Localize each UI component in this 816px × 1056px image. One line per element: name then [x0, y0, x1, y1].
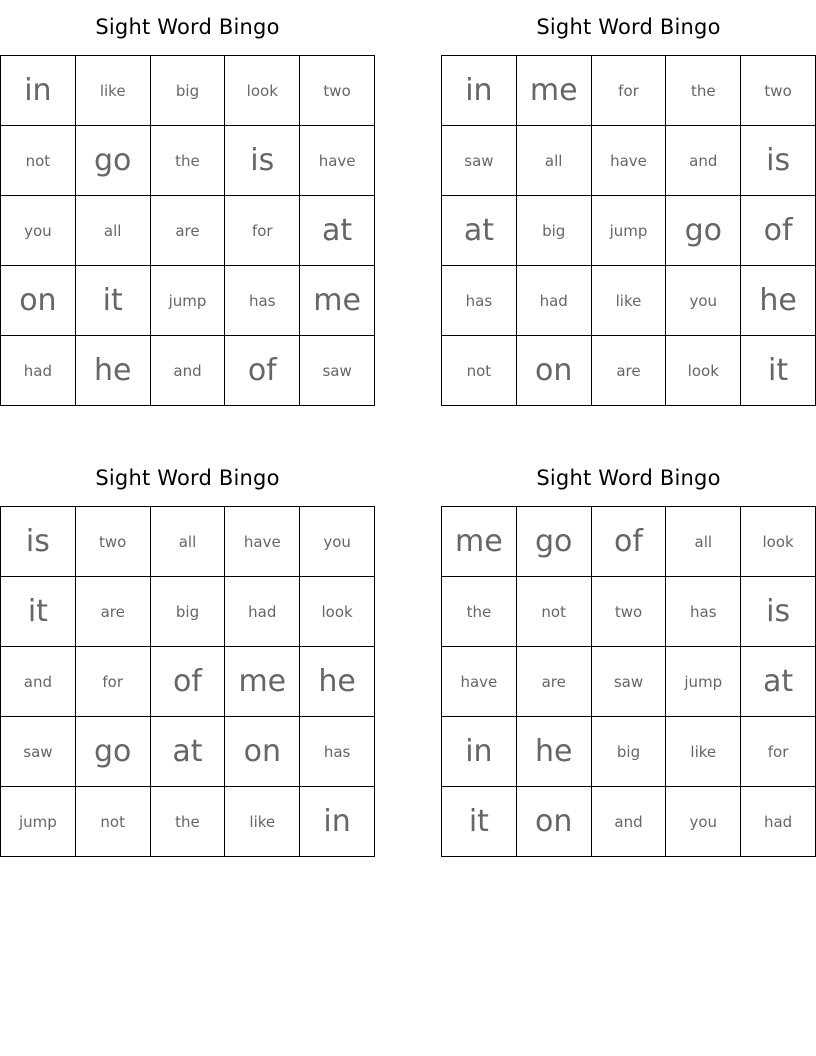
grid-cell: go: [666, 196, 741, 266]
grid-row: [1, 336, 375, 406]
grid-cell: are: [516, 647, 591, 717]
grid-cell: are: [591, 336, 666, 406]
grid-cell: go: [75, 717, 150, 787]
grid-cell: me: [300, 266, 375, 336]
grid-cell: look: [741, 507, 816, 577]
grid-cell: jump: [666, 647, 741, 717]
grid-cell: for: [225, 196, 300, 266]
grid-cell: has: [442, 266, 517, 336]
grid-cell: jump: [1, 787, 76, 857]
grid-row: [1, 196, 375, 266]
grid-cell: you: [1, 196, 76, 266]
grid-cell: had: [741, 787, 816, 857]
card-title: Sight Word Bingo: [95, 466, 280, 490]
grid-cell: for: [741, 717, 816, 787]
card-title: Sight Word Bingo: [536, 15, 721, 39]
grid-cell: saw: [1, 717, 76, 787]
grid-cell: the: [150, 126, 225, 196]
grid-cell: is: [1, 507, 76, 577]
grid-row: [442, 787, 816, 857]
grid-cell: not: [516, 577, 591, 647]
grid-cell: in: [1, 56, 76, 126]
grid-cell: is: [741, 577, 816, 647]
grid-row: [1, 266, 375, 336]
grid-cell: jump: [150, 266, 225, 336]
grid-cell: on: [516, 336, 591, 406]
grid-cell: me: [225, 647, 300, 717]
grid-cell: me: [442, 507, 517, 577]
grid-row: [442, 126, 816, 196]
grid-cell: jump: [591, 196, 666, 266]
grid-cell: on: [225, 717, 300, 787]
grid-cell: saw: [442, 126, 517, 196]
grid-cell: of: [591, 507, 666, 577]
grid-row: [1, 787, 375, 857]
grid-cell: saw: [591, 647, 666, 717]
grid-cell: me: [516, 56, 591, 126]
grid-cell: for: [591, 56, 666, 126]
bingo-card-1: [0, 0, 375, 406]
grid-cell: has: [225, 266, 300, 336]
grid-cell: not: [442, 336, 517, 406]
grid-cell: all: [150, 507, 225, 577]
bingo-grid: [441, 55, 816, 406]
grid-cell: at: [442, 196, 517, 266]
grid-cell: on: [516, 787, 591, 857]
grid-cell: have: [300, 126, 375, 196]
grid-cell: have: [591, 126, 666, 196]
grid-row: [442, 336, 816, 406]
grid-row: [442, 507, 816, 577]
grid-cell: all: [516, 126, 591, 196]
grid-cell: the: [666, 56, 741, 126]
grid-cell: all: [75, 196, 150, 266]
grid-cell: saw: [300, 336, 375, 406]
grid-cell: like: [666, 717, 741, 787]
grid-cell: like: [225, 787, 300, 857]
grid-cell: he: [75, 336, 150, 406]
grid-cell: go: [516, 507, 591, 577]
grid-cell: and: [150, 336, 225, 406]
grid-cell: two: [591, 577, 666, 647]
grid-row: [1, 717, 375, 787]
grid-cell: at: [741, 647, 816, 717]
grid-cell: in: [300, 787, 375, 857]
grid-cell: not: [75, 787, 150, 857]
grid-cell: had: [225, 577, 300, 647]
grid-cell: are: [150, 196, 225, 266]
card-title: Sight Word Bingo: [95, 15, 280, 39]
grid-cell: big: [150, 577, 225, 647]
grid-cell: of: [150, 647, 225, 717]
grid-cell: in: [442, 56, 517, 126]
grid-cell: the: [442, 577, 517, 647]
grid-cell: it: [442, 787, 517, 857]
grid-cell: on: [1, 266, 76, 336]
grid-cell: all: [666, 507, 741, 577]
grid-row: [442, 577, 816, 647]
bingo-grid: [441, 506, 816, 857]
grid-cell: and: [666, 126, 741, 196]
bingo-card-3: [0, 451, 375, 857]
grid-cell: for: [75, 647, 150, 717]
grid-cell: big: [591, 717, 666, 787]
grid-row: [1, 647, 375, 717]
grid-cell: is: [225, 126, 300, 196]
grid-row: [1, 507, 375, 577]
grid-cell: and: [591, 787, 666, 857]
grid-cell: you: [666, 266, 741, 336]
bingo-grid: [0, 506, 375, 857]
grid-cell: two: [741, 56, 816, 126]
card-title: Sight Word Bingo: [536, 466, 721, 490]
grid-cell: look: [225, 56, 300, 126]
grid-cell: go: [75, 126, 150, 196]
grid-cell: not: [1, 126, 76, 196]
grid-cell: of: [225, 336, 300, 406]
grid-cell: had: [1, 336, 76, 406]
grid-cell: and: [1, 647, 76, 717]
grid-cell: it: [75, 266, 150, 336]
bingo-card-2: [441, 0, 816, 406]
grid-cell: look: [666, 336, 741, 406]
grid-cell: two: [300, 56, 375, 126]
grid-cell: of: [741, 196, 816, 266]
grid-cell: like: [591, 266, 666, 336]
grid-cell: have: [225, 507, 300, 577]
grid-cell: you: [666, 787, 741, 857]
grid-row: [1, 56, 375, 126]
grid-cell: at: [150, 717, 225, 787]
grid-cell: at: [300, 196, 375, 266]
grid-row: [442, 266, 816, 336]
grid-cell: it: [1, 577, 76, 647]
grid-row: [1, 577, 375, 647]
grid-cell: big: [516, 196, 591, 266]
grid-cell: has: [666, 577, 741, 647]
grid-cell: look: [300, 577, 375, 647]
grid-cell: are: [75, 577, 150, 647]
grid-cell: the: [150, 787, 225, 857]
grid-cell: he: [300, 647, 375, 717]
grid-cell: have: [442, 647, 517, 717]
bingo-grid: [0, 55, 375, 406]
grid-row: [442, 647, 816, 717]
grid-row: [442, 56, 816, 126]
grid-cell: you: [300, 507, 375, 577]
grid-cell: big: [150, 56, 225, 126]
grid-cell: he: [516, 717, 591, 787]
grid-cell: had: [516, 266, 591, 336]
grid-cell: in: [442, 717, 517, 787]
grid-cell: is: [741, 126, 816, 196]
grid-cell: it: [741, 336, 816, 406]
grid-cell: has: [300, 717, 375, 787]
grid-cell: like: [75, 56, 150, 126]
grid-row: [442, 196, 816, 266]
grid-cell: two: [75, 507, 150, 577]
grid-cell: he: [741, 266, 816, 336]
bingo-card-4: [441, 451, 816, 857]
grid-row: [1, 126, 375, 196]
grid-row: [442, 717, 816, 787]
